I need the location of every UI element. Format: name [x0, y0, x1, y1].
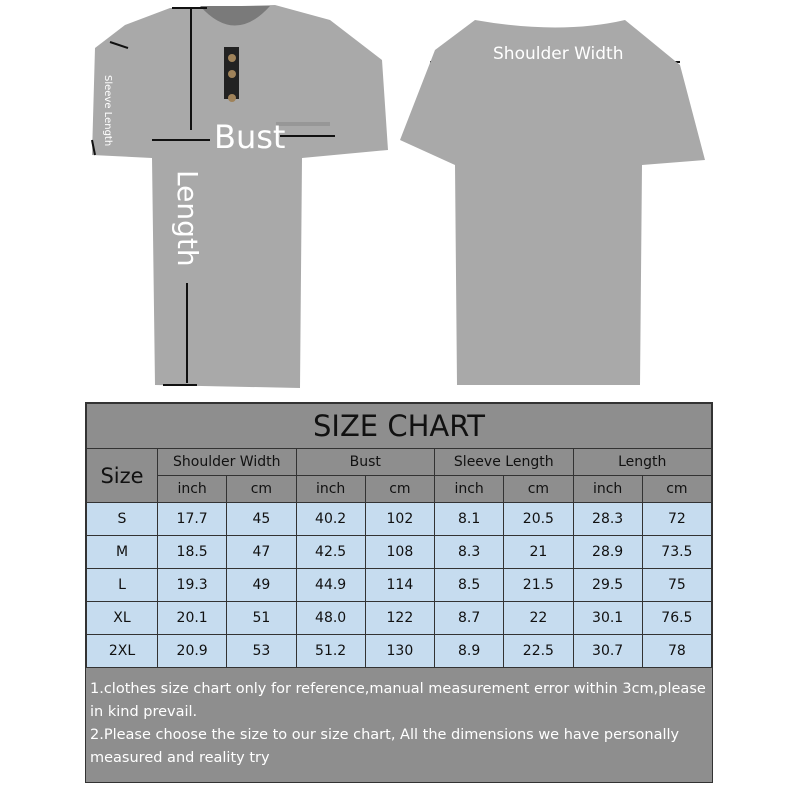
value-cell: 20.9	[158, 635, 227, 668]
bust-label: Bust	[214, 118, 286, 156]
value-cell: 40.2	[296, 503, 365, 536]
unit-header: cm	[227, 476, 296, 503]
group-header: Length	[573, 449, 712, 476]
value-cell: 53	[227, 635, 296, 668]
unit-header: inch	[296, 476, 365, 503]
value-cell: 47	[227, 536, 296, 569]
group-header: Sleeve Length	[435, 449, 574, 476]
value-cell: 45	[227, 503, 296, 536]
value-cell: 49	[227, 569, 296, 602]
value-cell: 51.2	[296, 635, 365, 668]
front-shirt	[92, 5, 388, 388]
note: 2.Please choose the size to our size chart, All the dimensions we have personally measured and reality try	[90, 727, 680, 766]
value-cell: 114	[365, 569, 434, 602]
size-cell: L	[87, 569, 158, 602]
size-header: Size	[87, 449, 158, 503]
size-chart-title: SIZE CHART	[87, 404, 712, 449]
value-cell: 8.9	[435, 635, 504, 668]
table-row	[87, 503, 712, 536]
length-label: Length	[171, 170, 204, 267]
value-cell: 73.5	[642, 536, 711, 569]
value-cell: 78	[642, 635, 711, 668]
notes	[86, 668, 712, 770]
value-cell: 48.0	[296, 602, 365, 635]
unit-header: cm	[504, 476, 573, 503]
unit-header: inch	[573, 476, 642, 503]
value-cell: 20.5	[504, 503, 573, 536]
value-cell: 108	[365, 536, 434, 569]
value-cell: 122	[365, 602, 434, 635]
value-cell: 21	[504, 536, 573, 569]
size-cell: S	[87, 503, 158, 536]
size-chart	[85, 402, 713, 783]
back-shirt	[400, 20, 705, 385]
unit-header: inch	[158, 476, 227, 503]
value-cell: 17.7	[158, 503, 227, 536]
value-cell: 18.5	[158, 536, 227, 569]
size-cell: XL	[87, 602, 158, 635]
value-cell: 22	[504, 602, 573, 635]
value-cell: 21.5	[504, 569, 573, 602]
value-cell: 72	[642, 503, 711, 536]
value-cell: 28.3	[573, 503, 642, 536]
size-table	[86, 403, 712, 668]
value-cell: 19.3	[158, 569, 227, 602]
value-cell: 8.1	[435, 503, 504, 536]
sleeve-length-label: Sleeve Length	[102, 75, 113, 147]
table-row	[87, 602, 712, 635]
group-header: Bust	[296, 449, 435, 476]
unit-header: cm	[642, 476, 711, 503]
size-cell: M	[87, 536, 158, 569]
note: 1.clothes size chart only for reference,manual measurement error within 3cm,please in kind prevail.	[90, 681, 706, 720]
value-cell: 8.3	[435, 536, 504, 569]
size-cell: 2XL	[87, 635, 158, 668]
value-cell: 22.5	[504, 635, 573, 668]
unit-header: cm	[365, 476, 434, 503]
value-cell: 8.5	[435, 569, 504, 602]
value-cell: 20.1	[158, 602, 227, 635]
table-row	[87, 569, 712, 602]
shoulder-width-label: Shoulder Width	[493, 44, 624, 64]
value-cell: 102	[365, 503, 434, 536]
value-cell: 130	[365, 635, 434, 668]
group-header: Shoulder Width	[158, 449, 297, 476]
value-cell: 30.1	[573, 602, 642, 635]
value-cell: 44.9	[296, 569, 365, 602]
value-cell: 30.7	[573, 635, 642, 668]
value-cell: 42.5	[296, 536, 365, 569]
value-cell: 8.7	[435, 602, 504, 635]
value-cell: 51	[227, 602, 296, 635]
value-cell: 29.5	[573, 569, 642, 602]
value-cell: 75	[642, 569, 711, 602]
table-row	[87, 635, 712, 668]
unit-header: inch	[435, 476, 504, 503]
value-cell: 76.5	[642, 602, 711, 635]
value-cell: 28.9	[573, 536, 642, 569]
table-row	[87, 536, 712, 569]
